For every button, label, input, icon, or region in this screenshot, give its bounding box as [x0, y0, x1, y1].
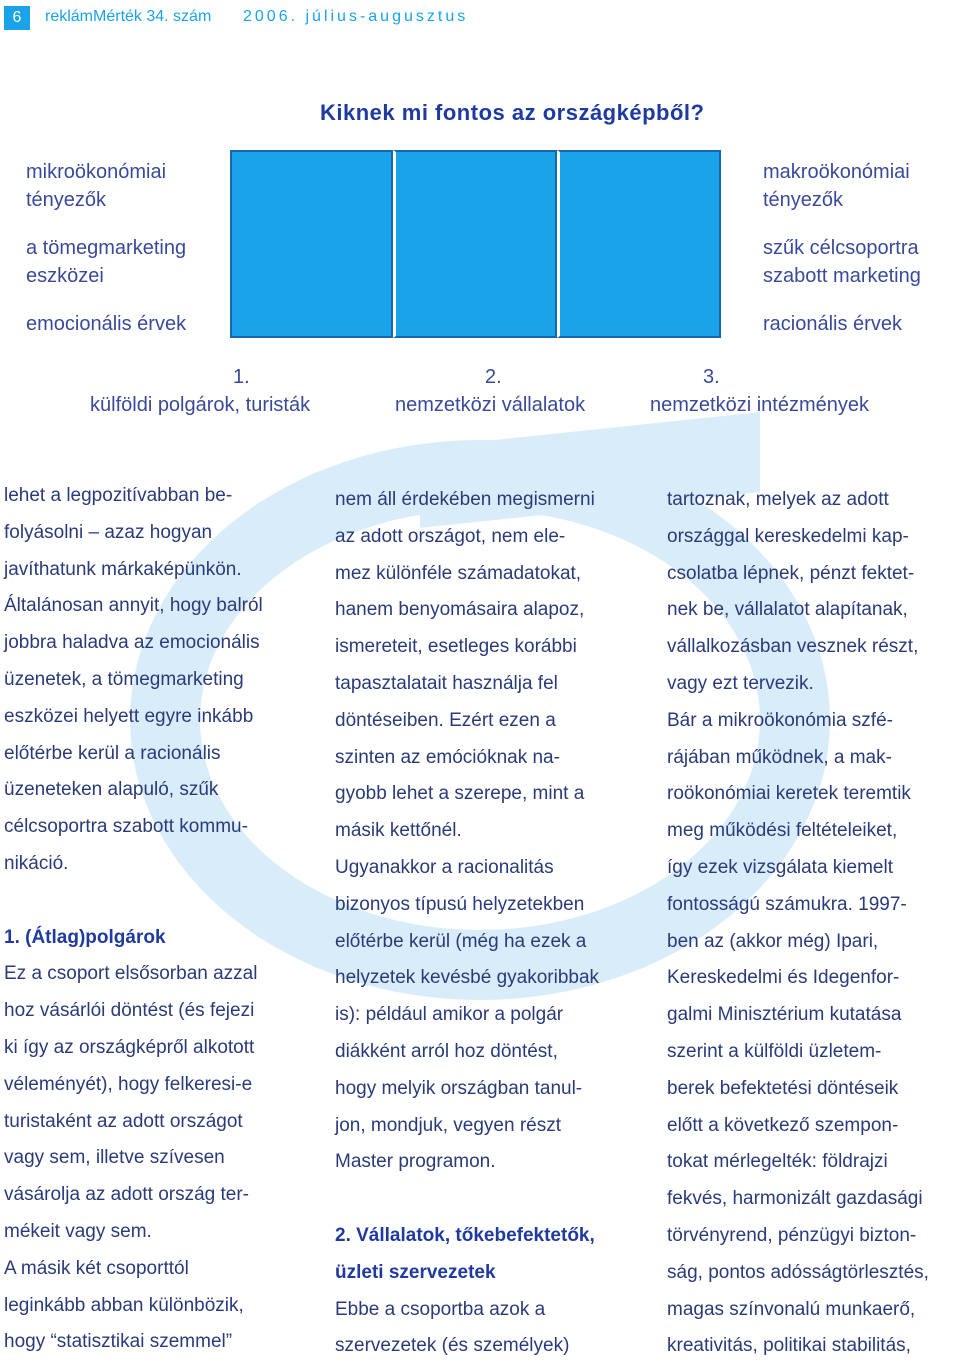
col1-line: célcsoportra szabott kommu-	[4, 816, 248, 838]
col3-line: vagy ezt tervezik.	[667, 672, 814, 694]
left-label-2: tényezők	[26, 189, 107, 211]
right-label-3: szűk célcsoportra	[763, 237, 919, 259]
col2-line: tapasztalatait használja fel	[335, 672, 558, 694]
page-number: 6	[4, 6, 30, 30]
text-column-1	[4, 478, 304, 1361]
col1-line: Ez a csoport elsősorban azzal	[4, 963, 258, 985]
left-label-3: a tömegmarketing	[26, 237, 187, 259]
col3-line: meg működési feltételeiket,	[667, 820, 898, 842]
col2-line: ismereteit, esetleges korábbi	[335, 636, 577, 658]
col2-line: gyobb lehet a szerepe, mint a	[335, 783, 585, 805]
col2-line: hogy melyik országban tanul-	[335, 1077, 583, 1099]
col1-line: ki így az országképről alkotott	[4, 1036, 255, 1058]
col2-line: az adott országot, nem ele-	[335, 525, 566, 547]
section-heading-1: 1. (Átlag)polgárok	[4, 926, 166, 948]
col1-line: hogy “statisztikai szemmel”	[4, 1331, 233, 1353]
col3-line: csolatba lépnek, pénzt fektet-	[667, 562, 915, 584]
right-label-4: szabott marketing	[763, 265, 921, 287]
col2-line: Ebbe a csoportba azok a	[335, 1298, 546, 1320]
issue-date: 2006. július-augusztus	[243, 8, 469, 25]
section-heading-2: 2. Vállalatok, tőkebefektetők,	[335, 1224, 595, 1246]
publication-name: reklámMérték 34. szám	[45, 8, 212, 25]
col1-line: Általánosan annyit, hogy balról	[4, 595, 263, 617]
right-label-2: tényezők	[763, 189, 844, 211]
col2-line: jon, mondjuk, vegyen részt	[335, 1114, 562, 1136]
section-heading-2b: üzleti szervezetek	[335, 1261, 496, 1283]
col1-line: vagy sem, illetve szívesen	[4, 1147, 225, 1169]
col3-line: Kereskedelmi és Idegenfor-	[667, 967, 900, 989]
col3-line: tartoznak, melyek az adott	[667, 489, 889, 510]
group-1-label: külföldi polgárok, turisták	[90, 394, 311, 416]
col2-line: Master programon.	[335, 1151, 496, 1173]
col3-line: ság, pontos adósságtörlesztés,	[667, 1261, 929, 1283]
box-group-2	[393, 150, 557, 338]
text-column-3	[667, 482, 960, 1365]
group-2-label: nemzetközi vállalatok	[395, 394, 586, 416]
col3-line: berek befektetési döntéseik	[667, 1077, 899, 1099]
right-label-1: makroökonómiai	[763, 161, 910, 183]
col1-line: üzeneteken alapuló, szűk	[4, 779, 219, 801]
col2-line: diákként arról hoz döntést,	[335, 1040, 558, 1062]
col2-line: nem áll érdekében megismerni	[335, 489, 595, 510]
col3-line: magas színvonalú munkaerő,	[667, 1298, 916, 1320]
col1-line: nikáció.	[4, 852, 69, 874]
col2-line: mez különféle számadatokat,	[335, 562, 582, 584]
col1-line: üzenetek, a tömegmarketing	[4, 668, 244, 690]
paragraph-spacer	[335, 1181, 645, 1218]
col1-line: A másik két csoporttól	[4, 1257, 189, 1279]
box-group-1	[230, 150, 393, 338]
box-group-3	[557, 150, 721, 338]
right-label-5: racionális érvek	[763, 313, 902, 335]
col3-line: kreativitás, politikai stabilitás,	[667, 1335, 911, 1357]
col2-line: bizonyos típusú helyzetekben	[335, 893, 585, 915]
group-1-number: 1.	[233, 366, 250, 388]
left-label-1: mikroökonómiai	[26, 161, 167, 183]
col1-line: hoz vásárlói döntést (és fejezi	[4, 1000, 255, 1022]
col2-line: szervezetek (és személyek)	[335, 1335, 570, 1357]
col1-line: vásárolja az adott ország ter-	[4, 1184, 250, 1206]
page-header	[0, 0, 960, 36]
col1-line: folyásolni – azaz hogyan	[4, 521, 213, 543]
col1-line: turistaként az adott országot	[4, 1110, 243, 1132]
group-3-number: 3.	[703, 366, 720, 388]
paragraph-spacer	[4, 883, 304, 920]
col3-line: Bár a mikroökonómia szfé-	[667, 709, 893, 731]
col1-line: leginkább abban különbözik,	[4, 1294, 244, 1316]
col2-line: is): például amikor a polgár	[335, 1004, 564, 1026]
col2-line: másik kettőnél.	[335, 820, 462, 842]
diagram-title: Kiknek mi fontos az országképből?	[320, 100, 705, 125]
col3-line: vállalkozásban vesznek részt,	[667, 636, 919, 658]
col3-line: fontosságú számukra. 1997-	[667, 893, 907, 915]
col2-line: döntéseiben. Ezért ezen a	[335, 709, 556, 731]
col2-line: előtérbe kerül (még ha ezek a	[335, 930, 587, 952]
left-label-4: eszközei	[26, 265, 104, 287]
col3-line: rájában működnek, a mak-	[667, 746, 892, 768]
group-2-number: 2.	[485, 366, 502, 388]
group-3-label: nemzetközi intézmények	[650, 394, 869, 416]
col3-line: tokat mérlegelték: földrajzi	[667, 1151, 888, 1173]
col3-line: galmi Minisztérium kutatása	[667, 1004, 902, 1026]
col1-line: mékeit vagy sem.	[4, 1220, 152, 1242]
col1-line: előtérbe kerül a racionális	[4, 742, 221, 764]
col3-line: szerint a külföldi üzletem-	[667, 1040, 882, 1062]
col1-line: jobbra haladva az emocionális	[4, 632, 260, 654]
col2-line: helyzetek kevésbé gyakoribbak	[335, 967, 600, 989]
col2-line: szinten az emócióknak na-	[335, 746, 560, 768]
col3-line: így ezek vizsgálata kiemelt	[667, 856, 893, 878]
col2-line: hanem benyomásaira alapoz,	[335, 599, 585, 621]
col1-line: javíthatunk márkaképünkön.	[4, 558, 242, 580]
col3-line: fekvés, harmonizált gazdasági	[667, 1188, 923, 1210]
col2-line: Ugyanakkor a racionalitás	[335, 856, 554, 878]
col3-line: országgal kereskedelmi kap-	[667, 525, 909, 547]
text-column-2	[335, 482, 645, 1365]
col3-line: roökonómiai keretek teremtik	[667, 783, 911, 805]
col1-line: eszközei helyett egyre inkább	[4, 705, 254, 727]
left-label-5: emocionális érvek	[26, 313, 187, 335]
col1-line: véleményét), hogy felkeresi-e	[4, 1073, 253, 1095]
diagram-boxes	[230, 150, 721, 338]
col3-line: nek be, vállalatot alapítanak,	[667, 599, 908, 621]
col3-line: előtt a következő szempon-	[667, 1114, 899, 1136]
col3-line: ben az (akkor még) Ipari,	[667, 930, 879, 952]
col1-line: lehet a legpozitívabban be-	[4, 485, 233, 506]
col3-line: törvényrend, pénzügyi bizton-	[667, 1224, 917, 1246]
